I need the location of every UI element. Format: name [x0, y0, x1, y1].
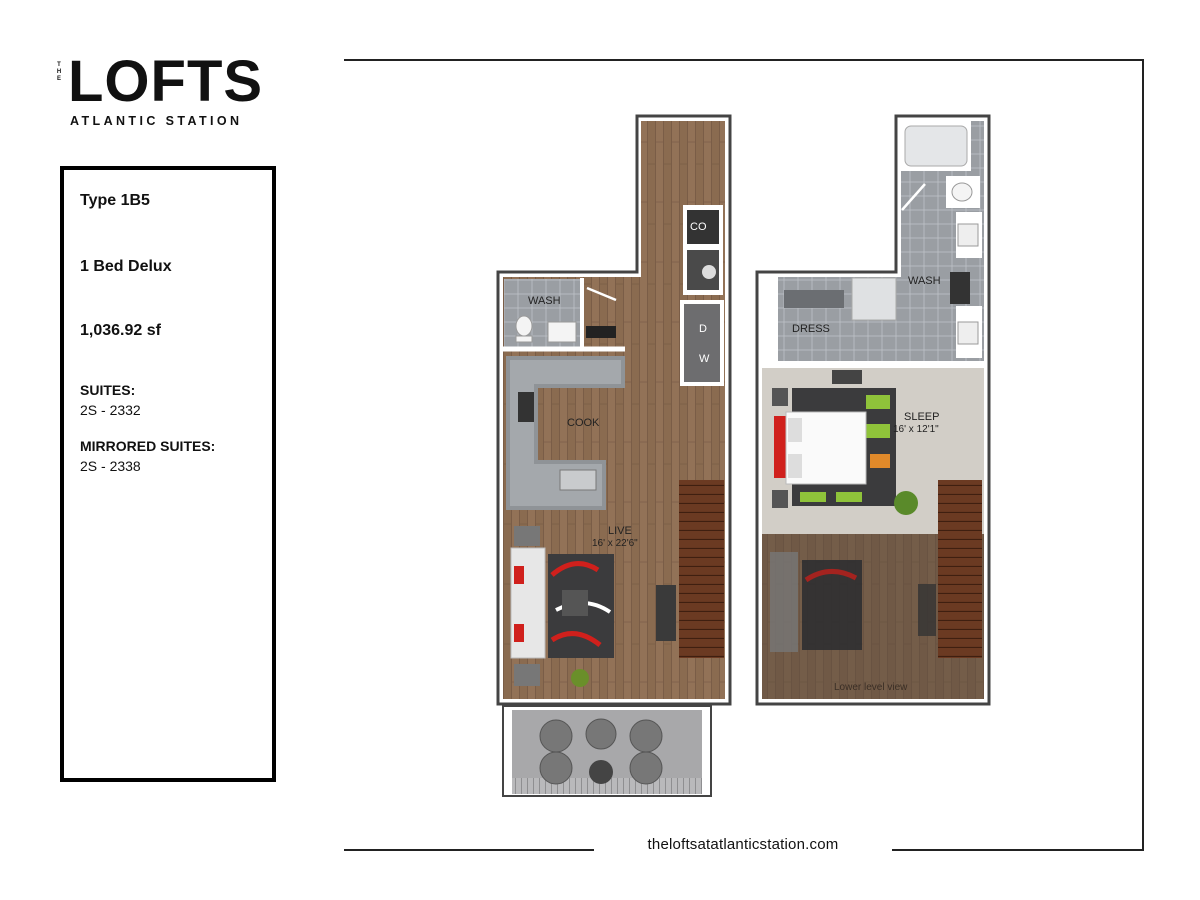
mirrored-suites-value: 2S - 2338 — [80, 458, 141, 474]
sleep-label: SLEEP — [904, 411, 940, 423]
logo-the-text: T H E — [56, 62, 62, 82]
lower-view-label: Lower level view — [834, 682, 908, 693]
suites-value: 2S - 2332 — [80, 402, 141, 418]
dress-label: DRESS — [792, 323, 830, 335]
logo-name: LOFTS — [68, 49, 264, 114]
staircase-lower — [679, 480, 724, 658]
suites-label: SUITES: — [80, 382, 136, 398]
mirrored-suites-label: MIRRORED SUITES: — [80, 438, 216, 454]
unit-area: 1,036.92 sf — [80, 322, 161, 339]
logo-subtitle: ATLANTIC STATION — [70, 114, 243, 128]
upper-level-plan — [757, 116, 989, 704]
shower — [852, 278, 896, 320]
sink-icon — [548, 322, 576, 342]
upper-toilet-icon — [952, 183, 972, 201]
plant-icon — [571, 669, 589, 687]
unit-name: 1 Bed Delux — [80, 258, 172, 275]
bathtub-icon — [905, 126, 967, 166]
upper-wash-label: WASH — [908, 275, 941, 287]
live-dim-label: 16' x 22'6" — [592, 538, 638, 549]
sleep-dim-label: 16' x 12'1" — [893, 424, 939, 435]
washer-dryer-closet — [684, 304, 720, 382]
unit-type: Type 1B5 — [80, 192, 150, 209]
toilet-icon — [516, 316, 532, 336]
upper-plant-icon — [894, 491, 918, 515]
w-label: W — [699, 353, 710, 365]
staircase-upper — [938, 480, 982, 658]
d-label: D — [699, 323, 707, 335]
lower-level-plan — [498, 116, 730, 796]
website-url[interactable]: theloftsatatlanticstation.com — [647, 836, 839, 853]
live-label: LIVE — [608, 525, 632, 537]
lower-wash-label: WASH — [528, 295, 561, 307]
co-label: CO — [690, 221, 707, 233]
cook-label: COOK — [567, 417, 600, 429]
